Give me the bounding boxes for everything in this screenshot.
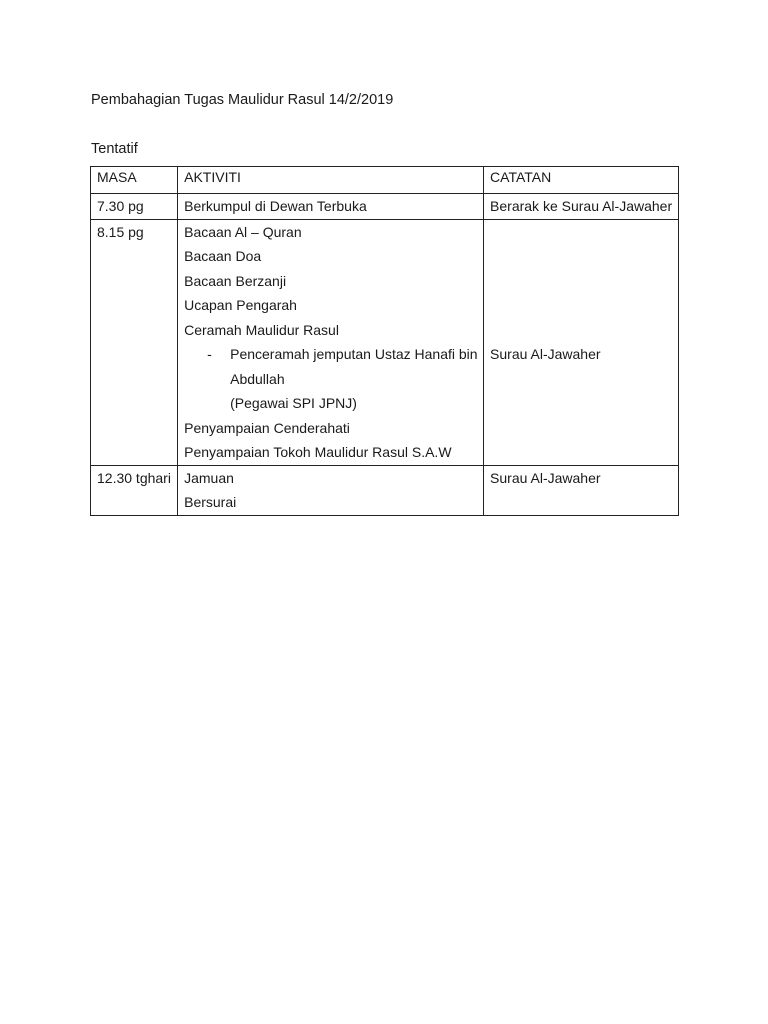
- aktiviti-item: Bersurai: [184, 494, 237, 510]
- aktiviti-item: Penyampaian Cenderahati: [184, 419, 350, 436]
- cell-catatan: Surau Al-Jawaher: [484, 465, 679, 515]
- table-header-row: [91, 167, 679, 194]
- aktiviti-item: Ceramah Maulidur Rasul: [184, 321, 339, 338]
- aktiviti-sub-item-text: Penceramah jemputan Ustaz Hanafi bin: [230, 346, 478, 362]
- aktiviti-item: Berkumpul di Dewan Terbuka: [184, 198, 367, 214]
- cell-aktiviti: [178, 465, 484, 515]
- header-aktiviti: AKTIVITI: [178, 167, 484, 194]
- aktiviti-item: Jamuan: [184, 469, 234, 486]
- aktiviti-item: Bacaan Berzanji: [184, 272, 287, 289]
- cell-catatan: Berarak ke Surau Al-Jawaher: [484, 194, 679, 220]
- aktiviti-item: Bacaan Doa: [184, 248, 262, 264]
- aktiviti-sub-item-continued: Abdullah: [230, 370, 285, 387]
- header-catatan: CATATAN: [484, 167, 679, 194]
- document-title: Pembahagian Tugas Maulidur Rasul 14/2/2019: [91, 92, 394, 108]
- schedule-table: [90, 166, 679, 516]
- header-masa: MASA: [91, 167, 178, 194]
- catatan-text: Surau Al-Jawaher: [490, 345, 601, 362]
- cell-aktiviti: [178, 219, 484, 465]
- aktiviti-item: Ucapan Pengarah: [184, 297, 297, 313]
- table-row: [91, 465, 679, 515]
- table-row: [91, 219, 679, 465]
- section-label-tentatif: Tentatif: [91, 141, 138, 157]
- cell-aktiviti: [178, 194, 484, 220]
- aktiviti-item: Penyampaian Tokoh Maulidur Rasul S.A.W: [184, 444, 452, 460]
- cell-masa: 12.30 tghari: [91, 465, 178, 515]
- list-dash: -: [207, 346, 212, 362]
- cell-catatan: [484, 219, 679, 465]
- cell-masa: 8.15 pg: [91, 219, 178, 465]
- aktiviti-item: Bacaan Al – Quran: [184, 223, 302, 240]
- aktiviti-sub-item-note: (Pegawai SPI JPNJ): [230, 395, 357, 411]
- cell-masa: 7.30 pg: [91, 194, 178, 220]
- table-row: [91, 194, 679, 220]
- aktiviti-sub-item: [184, 342, 483, 367]
